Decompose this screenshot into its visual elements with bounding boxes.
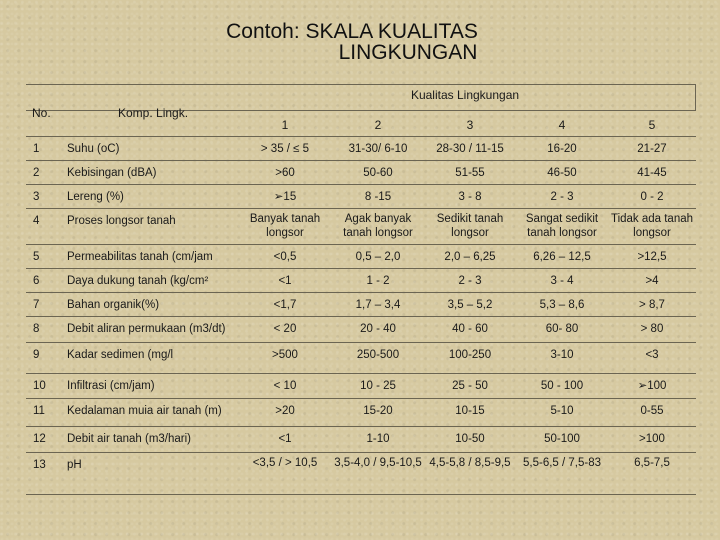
header-no: No. — [32, 106, 51, 120]
table-cell: Sedikit tanah longsor — [436, 213, 504, 239]
row-component-name: Debit aliran permukaan (m3/dt) — [67, 323, 226, 335]
row-divider — [26, 426, 696, 427]
table-cell: >100 — [639, 433, 665, 445]
row-component-name: Kadar sedimen (mg/l — [67, 349, 174, 361]
row-divider — [26, 184, 696, 185]
table-cell: 51-55 — [455, 167, 485, 179]
page-title-line1: Contoh: SKALA KUALITAS — [226, 20, 478, 43]
table-cell: ➢100 — [637, 380, 667, 392]
row-number: 8 — [33, 323, 40, 335]
table-cell: 50 - 100 — [540, 380, 584, 392]
header-level: 1 — [281, 118, 289, 132]
row-component-name: Lereng (%) — [67, 191, 124, 203]
row-component-name: Bahan organik(%) — [67, 299, 160, 311]
table-cell: 25 - 50 — [452, 380, 488, 392]
table-cell: 1 - 2 — [366, 275, 390, 287]
table-cell: 15-20 — [363, 405, 393, 417]
table-cell: 31-30/ 6-10 — [348, 143, 408, 155]
row-divider — [26, 373, 696, 374]
header-group-label: Kualitas Lingkungan — [410, 88, 520, 102]
table-cell: >60 — [275, 167, 295, 179]
row-divider — [26, 452, 696, 453]
header-level: 4 — [558, 118, 566, 132]
table-cell: 21-27 — [637, 143, 667, 155]
row-number: 5 — [33, 251, 40, 263]
table-cell: < 20 — [273, 323, 297, 335]
table-cell: <1 — [278, 433, 292, 445]
row-component-name: Debit air tanah (m3/hari) — [67, 433, 191, 445]
table-cell: 5,5-6,5 / 7,5-83 — [523, 457, 601, 469]
row-component-name: Daya dukung tanah (kg/cm² — [67, 275, 209, 287]
row-divider — [26, 398, 696, 399]
table-cell: 3,5 – 5,2 — [447, 299, 493, 311]
table-cell: 4,5-5,8 / 8,5-9,5 — [429, 457, 511, 469]
table-cell: 0 - 2 — [640, 191, 664, 203]
row-number: 4 — [33, 215, 40, 227]
row-component-name: Kedalaman muia air tanah (m) — [67, 405, 222, 417]
row-divider — [26, 268, 696, 269]
table-cell: 250-500 — [356, 349, 400, 361]
row-component-name: Suhu (oC) — [67, 143, 120, 155]
row-number: 7 — [33, 299, 40, 311]
table-cell: 10-15 — [455, 405, 485, 417]
table-cell: ➢15 — [273, 191, 297, 203]
table-cell: 2 - 3 — [550, 191, 574, 203]
table-cell: 100-250 — [448, 349, 492, 361]
row-component-name: Permeabilitas tanah (cm/jam — [67, 251, 213, 263]
row-number: 6 — [33, 275, 40, 287]
row-component-name: Infiltrasi (cm/jam) — [67, 380, 155, 392]
row-divider — [26, 136, 696, 137]
header-level: 5 — [648, 118, 656, 132]
row-divider — [26, 244, 696, 245]
table-cell: < 10 — [273, 380, 297, 392]
table-cell: 2,0 – 6,25 — [444, 251, 496, 263]
table-cell: Agak banyak tanah longsor — [343, 213, 413, 239]
row-number: 1 — [33, 143, 40, 155]
table-cell: 46-50 — [547, 167, 577, 179]
table-cell: Banyak tanah longsor — [249, 213, 321, 239]
table-cell: >20 — [275, 405, 295, 417]
row-number: 10 — [33, 380, 46, 392]
table-cell: 50-60 — [363, 167, 393, 179]
table-cell: 5,3 – 8,6 — [539, 299, 585, 311]
row-number: 2 — [33, 167, 40, 179]
table-cell: >500 — [272, 349, 298, 361]
row-number: 13 — [33, 459, 46, 471]
table-cell: 50-100 — [544, 433, 580, 445]
table-cell: 3-10 — [550, 349, 574, 361]
table-cell: 41-45 — [637, 167, 667, 179]
table-cell: >4 — [645, 275, 659, 287]
table-cell: 8 -15 — [364, 191, 392, 203]
table-right-border — [695, 84, 696, 110]
table-cell: 3,5-4,0 / 9,5-10,5 — [334, 457, 422, 469]
table-cell: Sangat sedikit tanah longsor — [525, 213, 599, 239]
table-cell: 3 - 8 — [458, 191, 482, 203]
header-component: Komp. Lingk. — [118, 106, 189, 120]
table-cell: 0-55 — [640, 405, 664, 417]
row-number: 3 — [33, 191, 40, 203]
table-cell: 20 - 40 — [360, 323, 396, 335]
row-divider — [26, 160, 696, 161]
row-divider — [26, 292, 696, 293]
table-cell: 1,7 – 3,4 — [355, 299, 401, 311]
table-cell: 60- 80 — [545, 323, 579, 335]
header-level: 3 — [466, 118, 474, 132]
row-number: 12 — [33, 433, 46, 445]
table-cell: <3 — [645, 349, 659, 361]
table-cell: > 80 — [640, 323, 664, 335]
row-divider — [26, 208, 696, 209]
table-cell: 3 - 4 — [550, 275, 574, 287]
table-cell: 1-10 — [366, 433, 390, 445]
table-cell: > 35 / ≤ 5 — [260, 143, 310, 155]
page-title-line2: LINGKUNGAN — [338, 41, 478, 64]
table-cell: <0,5 — [273, 251, 297, 263]
row-divider — [26, 494, 696, 495]
table-cell: 28-30 / 11-15 — [436, 143, 504, 155]
row-component-name: pH — [67, 459, 82, 471]
table-cell: 10 - 25 — [360, 380, 396, 392]
table-cell: Tidak ada tanah longsor — [610, 213, 694, 239]
row-number: 11 — [33, 405, 45, 417]
table-top-border — [26, 84, 696, 85]
table-cell: 6,26 – 12,5 — [533, 251, 591, 263]
table-cell: 6,5-7,5 — [634, 457, 670, 469]
table-cell: <1 — [278, 275, 292, 287]
table-cell: <3,5 / > 10,5 — [252, 457, 318, 469]
table-cell: > 8,7 — [639, 299, 665, 311]
table-cell: 2 - 3 — [458, 275, 482, 287]
table-cell: 0,5 – 2,0 — [355, 251, 401, 263]
table-cell: 40 - 60 — [452, 323, 488, 335]
row-number: 9 — [33, 349, 40, 361]
row-component-name: Proses longsor tanah — [67, 215, 176, 227]
table-cell: <1,7 — [273, 299, 297, 311]
table-cell: 5-10 — [550, 405, 574, 417]
row-component-name: Kebisingan (dBA) — [67, 167, 157, 179]
table-cell: 16-20 — [547, 143, 577, 155]
table-cell: 10-50 — [455, 433, 485, 445]
row-divider — [26, 316, 696, 317]
row-divider — [26, 342, 696, 343]
table-cell: >12,5 — [637, 251, 667, 263]
header-level: 2 — [374, 118, 382, 132]
